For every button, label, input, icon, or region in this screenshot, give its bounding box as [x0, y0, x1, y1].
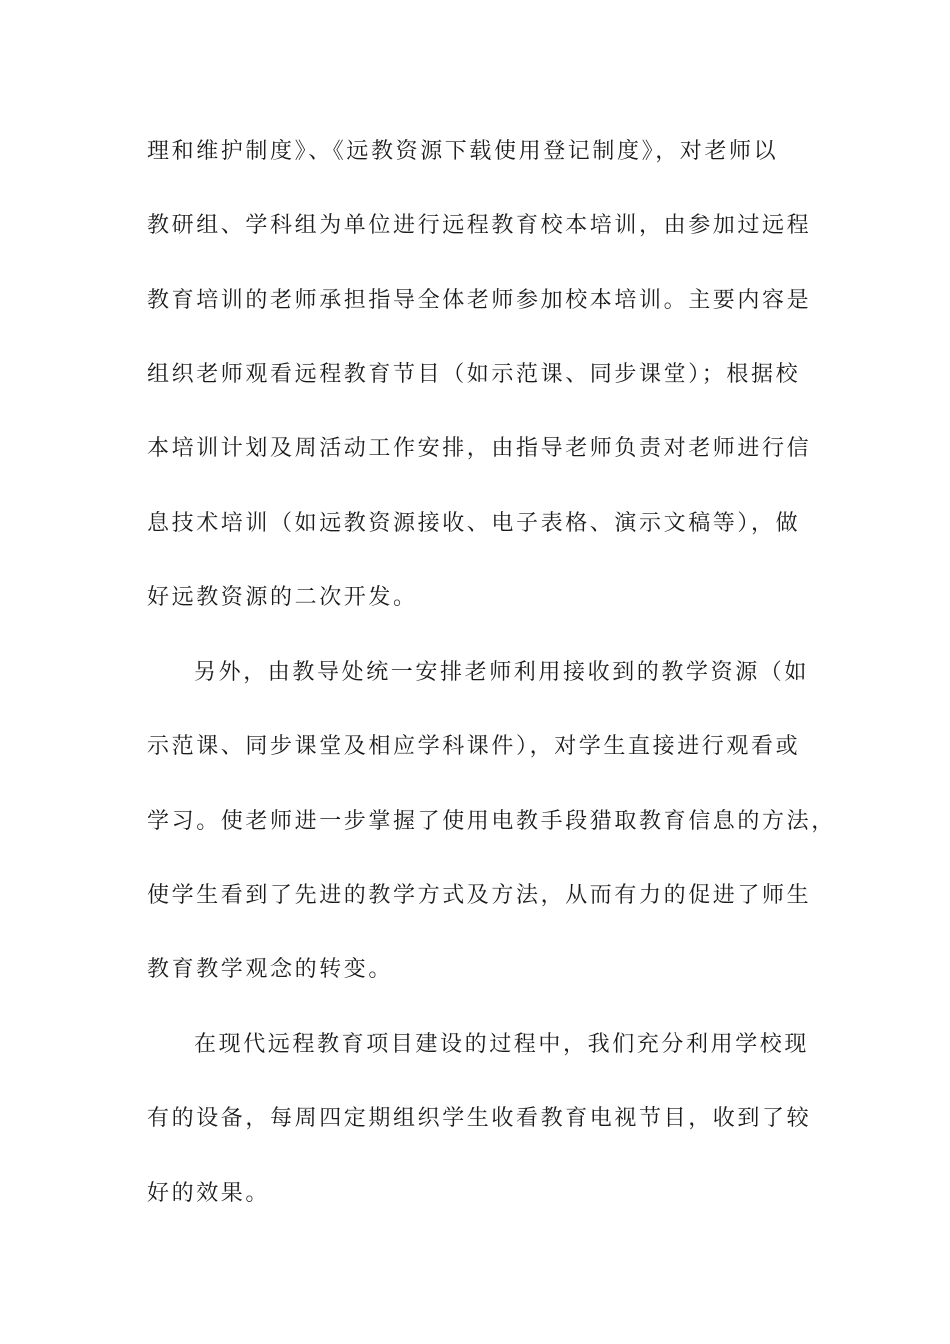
- text-line: 示范课、同步课堂及相应学科课件），对学生直接进行观看或: [147, 734, 801, 759]
- text-line: 好的效果。: [147, 1181, 271, 1206]
- text-line: 本培训计划及周活动工作安排，由指导老师负责对老师进行信: [147, 436, 812, 461]
- text-line: 息技术培训（如远教资源接收、电子表格、演示文稿等），做: [147, 511, 801, 536]
- text-line: 组织老师观看远程教育节目（如示范课、同步课堂）；根据校: [147, 362, 801, 387]
- text-line: 教育教学观念的转变。: [147, 957, 394, 982]
- text-line: 教育培训的老师承担指导全体老师参加校本培训。主要内容是: [147, 288, 812, 313]
- text-line: 有的设备，每周四定期组织学生收看教育电视节目，收到了较: [147, 1106, 812, 1131]
- paragraph-first-line: 在现代远程教育项目建设的过程中，我们充分利用学校现: [194, 1032, 810, 1057]
- text-line: 使学生看到了先进的教学方式及方法，从而有力的促进了师生: [147, 883, 812, 908]
- text-line: 学习。使老师进一步掌握了使用电教手段猎取教育信息的方法，: [147, 809, 836, 834]
- text-line: 理和维护制度》、《远教资源下载使用登记制度》，对老师以: [147, 139, 779, 164]
- text-line: 好远教资源的二次开发。: [147, 585, 418, 610]
- text-line: 教研组、学科组为单位进行远程教育校本培训，由参加过远程: [147, 213, 812, 238]
- paragraph-first-line: 另外，由教导处统一安排老师利用接收到的教学资源（如: [194, 660, 810, 685]
